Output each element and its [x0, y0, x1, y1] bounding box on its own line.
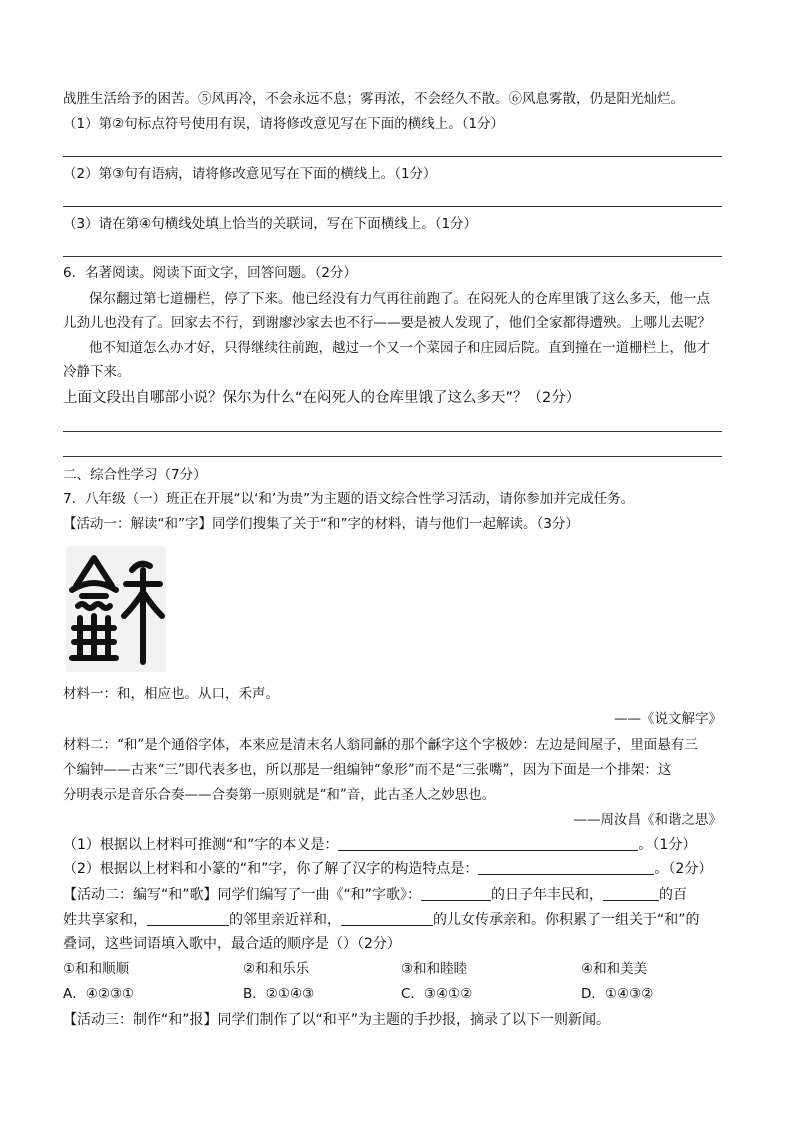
- answer-line-5-1[interactable]: [63, 156, 722, 157]
- excerpt-para-2-line-1: 他不知道怎么办才好，只得继续往前跑，越过一个又一个菜园子和庄园后院。直到撞在一道栅栏上，他才: [89, 340, 710, 356]
- choice-a[interactable]: A．④②③①: [63, 986, 135, 1002]
- material-1-source: ——《说文解字》: [614, 711, 722, 727]
- activity-3-title: 【活动三：制作“和”报】同学们制作了以“和平”为主题的手抄报，摘录了以下一则新闻。: [63, 1012, 611, 1028]
- question-6-prompt: 上面文段出自哪部小说？保尔为什么“在闷死人的仓库里饿了这么多天”？（2分）: [63, 390, 581, 406]
- choice-c[interactable]: C．③④①②: [401, 986, 473, 1002]
- question-7-2: [63, 859, 730, 879]
- word-option-4: ④和和美美: [581, 961, 648, 977]
- activity-2-line-3: 叠词，这些词语填入歌中，最合适的顺序是（）（2分）: [63, 936, 401, 952]
- material-2-line-3: 分明表示是音乐合奏——合奏第一原则就是“和”音，此古圣人之妙思也。: [63, 787, 496, 803]
- blank-song-4[interactable]: [341, 911, 433, 926]
- question-7-1-text: （1）根据以上材料可推测“和”字的本义是：: [63, 837, 339, 853]
- activity-2-line-1: [63, 885, 730, 905]
- question-7-1-score: 。（1分）: [638, 837, 697, 853]
- blank-7-2[interactable]: [478, 860, 654, 875]
- material-2-line-1: 材料二：“和”是个通俗字体，本来应是清末名人翁同龢的那个龢字这个字极妙：左边是间屋子，里面悬有三: [63, 737, 698, 753]
- material-2-line-2: 个编钟——古来“三”即代表多也，所以那是一组编钟“象形”而不是“三张嘴”，因为下面是一个排架：这: [63, 762, 672, 778]
- word-options: [63, 959, 730, 979]
- answer-line-5-2[interactable]: [63, 206, 722, 207]
- material-2-source: ——周汝昌《和谐之思》: [573, 812, 722, 828]
- excerpt-para-1-line-1: 保尔翻过第七道栅栏，停了下来。他已经没有力气再往前跑了。在闷死人的仓库里饿了这么多天，他一点: [89, 291, 710, 307]
- material-1: 材料一：和，相应也。从口，禾声。: [63, 686, 279, 702]
- word-option-1: ①和和顺顺: [63, 961, 130, 977]
- answer-line-6-2[interactable]: [63, 456, 722, 457]
- passage-end-line: 战胜生活给予的困苦。⑤风再冷，不会永远不息；雾再浓，不会经久不散。⑥风息雾散，仍是阳光灿烂。: [63, 91, 684, 107]
- activity-2-text-a: 【活动二：编写“和”歌】同学们编写了一曲《“和”字歌》：: [63, 887, 422, 903]
- excerpt-para-1-line-2: 儿劲儿也没有了。回家去不行，到谢廖沙家去也不行——要是被人发现了，他们全家都得遭殃。上哪儿去呢？: [63, 315, 711, 331]
- answer-line-6-1[interactable]: [63, 431, 722, 432]
- question-7-2-score: 。（2分）: [654, 861, 713, 877]
- activity-2-text-d: 姓共享家和，: [63, 912, 147, 928]
- blank-song-1[interactable]: [421, 886, 491, 901]
- question-7-1: [63, 835, 730, 855]
- question-5-1: （1）第②句标点符号使用有误，请将修改意见写在下面的横线上。（1分）: [63, 116, 505, 132]
- activity-1-title: 【活动一：解读“和”字】同学们搜集了关于“和”字的材料，请与他们一起解读。（3分）: [63, 516, 579, 532]
- blank-song-3[interactable]: [147, 911, 229, 926]
- blank-song-2[interactable]: [603, 886, 659, 901]
- answer-line-5-3[interactable]: [63, 256, 722, 257]
- seal-script-he-image: [66, 546, 166, 672]
- word-option-3: ③和和睦睦: [401, 961, 468, 977]
- activity-2-text-b: 的日子年丰民和，: [491, 887, 604, 903]
- blank-7-1[interactable]: [338, 836, 638, 851]
- question-5-2: （2）第③句有语病，请将修改意见写在下面的横线上。（1分）: [63, 166, 437, 182]
- choice-b[interactable]: B．②①④③: [243, 986, 315, 1002]
- activity-2-text-e: 的邻里亲近祥和，: [229, 912, 341, 928]
- answer-choices: [63, 984, 730, 1004]
- activity-2-text-f: 的儿女传承亲和。你积累了一组关于“和”的: [433, 912, 700, 928]
- word-option-2: ②和和乐乐: [243, 961, 310, 977]
- activity-2-line-2: [63, 910, 730, 930]
- excerpt-para-2-line-2: 冷静下来。: [63, 364, 131, 380]
- question-7-2-text: （2）根据以上材料和小篆的“和”字，你了解了汉字的构造特点是：: [63, 861, 479, 877]
- question-5-3: （3）请在第④句横线处填上恰当的关联词，写在下面横线上。（1分）: [63, 216, 478, 232]
- section-2-heading: 二、综合性学习（7分）: [63, 467, 207, 483]
- activity-2-text-c: 的百: [659, 887, 688, 903]
- seal-script-he-glyph: [66, 546, 166, 672]
- choice-d[interactable]: D．①④③②: [581, 986, 654, 1002]
- question-6-title: 6．名著阅读。阅读下面文字，回答问题。（2分）: [63, 265, 357, 281]
- question-7-title: 7．八年级（一）班正在开展“以‘和’为贵”为主题的语文综合性学习活动，请你参加并完成任务。: [63, 491, 635, 507]
